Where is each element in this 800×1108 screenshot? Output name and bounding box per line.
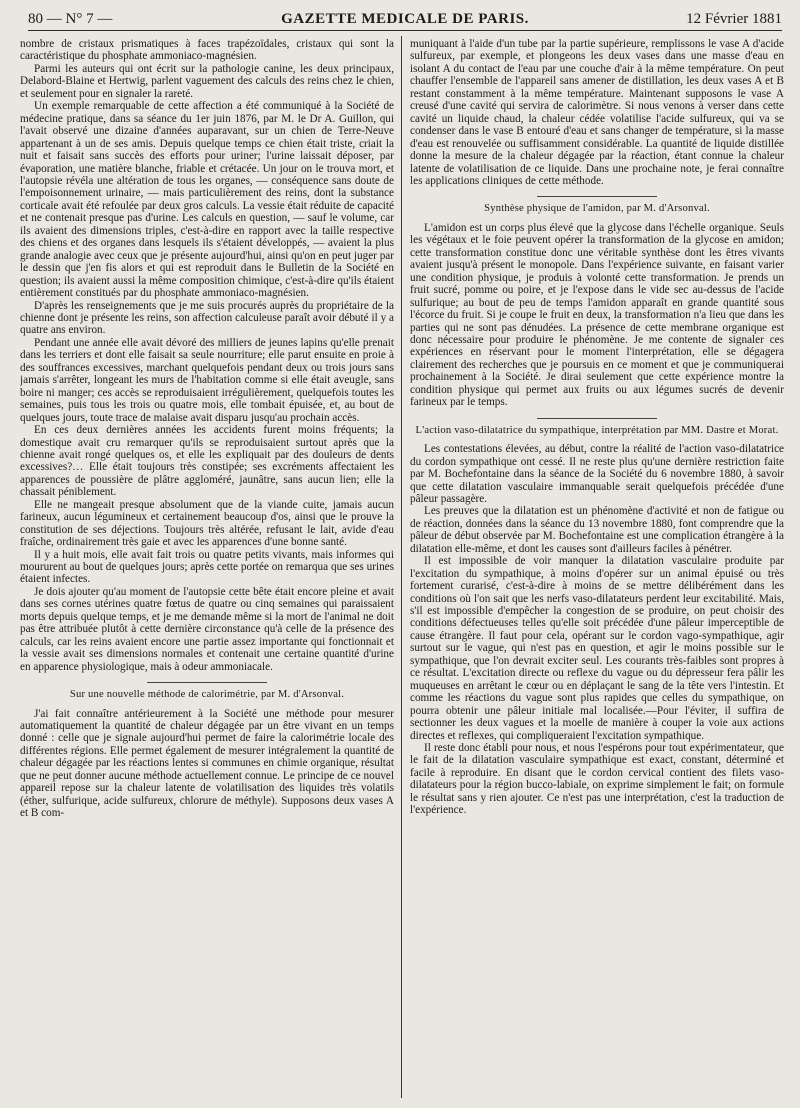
paragraph: En ces deux dernières années les accidents furent moins fréquents; la domestique avait cru remarquer qu'ils se reproduisaient surtout après que la chienne avait rongé quelques os, et elle les expliquait par des douleurs de dents excessives?… Elle était toujours très constipée; ses excréments affectaient les apparences de poussière de plâtre aggloméré, jaunâtre, sans aucun lien; elle la chassait péniblement. xyxy=(20,424,394,499)
issue-date: 12 Février 1881 xyxy=(686,11,782,27)
page-number: 80 — N° 7 — xyxy=(28,11,113,27)
column-divider xyxy=(401,36,402,1098)
section-heading-calorimetrie xyxy=(20,682,394,701)
section-title: L'action vaso-dilatatrice du sympathique, interprétation par MM. Dastre et Morat. xyxy=(415,424,779,436)
paragraph: Pendant une année elle avait dévoré des milliers de jeunes lapins qu'elle prenait dans les terriers et dont elle faisait sa seule nourriture; elle parut ensuite en proie à des souffrances excessives, marchant quelquefois pendant deux ou trois jours sans jamais s'arrêter, longeant les murs de l'habitation comme si elle était aveugle, sans boire ni manger; ces accès se reproduisaient irrégulièrement, quelquefois toutes les semaines, puis tous les trois ou quatre mois, elle tombait épuisée, et, au bout de quelques jours, toute trace de malaise avait disparu jusqu'au prochain accès. xyxy=(20,336,394,424)
paragraph: Elle ne mangeait presque absolument que de la viande cuite, jamais aucun farineux, aucun légumineux et certainement beaucoup d'os, ainsi que le prouve la constitution de ses déjections. Toujours très altérée, refusant le lait, avide d'eau fraîche, ordinairement très gaie et avec les apparences d'une bonne santé. xyxy=(20,498,394,549)
paragraph: nombre de cristaux prismatiques à faces trapézoïdales, cristaux qui sont la caractéristique du phosphate ammoniaco-magnésien. xyxy=(20,38,394,63)
paragraph: D'après les renseignements que je me suis procurés auprès du propriétaire de la chienne dont je présente les reins, son affection calculeuse paraît avoir débuté il y a quatre ans environ. xyxy=(20,299,394,337)
journal-title: GAZETTE MEDICALE DE PARIS. xyxy=(281,11,529,27)
paragraph: Parmi les auteurs qui ont écrit sur la pathologie canine, les deux principaux, Delabord-Blaine et Hertwig, parlent vaguement des calculs des reins chez le chien, et seulement pour en signaler la rareté. xyxy=(20,62,394,100)
paragraph: Il y a huit mois, elle avait fait trois ou quatre petits vivants, mais informes qui moururent au bout de quelques jours; après cette portée on remarqua que ses urines étaient infectes. xyxy=(20,548,394,586)
paragraph: Je dois ajouter qu'au moment de l'autopsie cette bête était encore pleine et avait dans ses cornes utérines quatre fœtus de quatre ou cinq semaines qui paraissaient morts depuis quelque temps, et je me demande même si la mort de l'animal ne doit pas être attribuée plutôt à cette dernière circonstance qu'à celle de la présence des calculs, car les reins avaient encore une partie assez importante qui fonctionnait et la vessie avait ses dimensions normales et contenait une certaine quantité d'urine en apparence physiologique, mais à odeur ammoniacale. xyxy=(20,585,394,673)
section-heading-amidon xyxy=(410,196,784,215)
section-heading-sympathique xyxy=(410,418,784,437)
paragraph: Il reste donc établi pour nous, et nous l'espérons pour tout expérimentateur, que le fait de la dilatation vasculaire sympathique est exact, constant, déterminé et facile à reproduire. En disant que le cordon cervical contient des filets vaso-dilatateurs pour la région bucco-labiale, on exprime simplement le fait; on formule le résultat sans y rien ajouter. Ce n'est pas une interprétation, c'est la traduction de l'expérience. xyxy=(410,742,784,817)
paragraph: Un exemple remarquable de cette affection a été communiqué à la Société de médecine pratique, dans sa séance du 1er juin 1876, par M. le Dr A. Guillon, qui l'avait observé une dizaine d'années auparavant, sur un chien de Terre-Neuve appartenant à un de ses amis. Depuis quelque temps ce chien était triste, criait la nuit et faisait sans succès des efforts pour uriner; l'urine laissait déposer, par évaporation, une matière blanche, friable et crétacée. Un jour on le trouva mort, et l'autopsie révéla une altération de tous les organes, — conséquence sans doute de l'empoisonnement urinaire, — mais particulièrement des reins, dont la substance corticale avait été refoulée par deux gros calculs. La vessie était réduite de capacité et ne contenait presque pas d'urine. Les calculs en question, — sauf le volume, car ils avaient des dimensions triples, c'est-à-dire en rapport avec la taille respective des chiens et des organes dans lesquels ils s'étaient développés, — avaient la plus grande analogie avec ceux que je présente aujourd'hui, ainsi qu'on en peut juger par le dessin que j'en fis alors et qui est reproduit dans le Bulletin de la Société en question; ils avaient aussi la même composition chimique, c'est-à-dire qu'ils étaient entièrement constitués par du phosphate ammoniaco-magnésien. xyxy=(20,100,394,300)
section-title: Sur une nouvelle méthode de calorimétrie, par M. d'Arsonval. xyxy=(69,689,345,701)
paragraph: J'ai fait connaître antérieurement à la Société une méthode pour mesurer automatiquement la quantité de chaleur dégagée par un être vivant en un temps donné : celle que je signale aujourd'hui permet de faire la calorimétrie locale des différentes régions. Elle permet également de mesurer intégralement la quantité de chaleur dégagée par les réactions lentes si communes en chimie organique, résultat que ne peut donner aucune méthode actuellement connue. Le principe de ce nouvel appareil repose sur la chaleur latente de volatilisation des liquides très volatils (éther, sulfurique, acide sulfureux, chlorure de méthyle). Supposons deux vases A et B com- xyxy=(20,707,394,820)
paragraph: Les contestations élevées, au début, contre la réalité de l'action vaso-dilatatrice du cordon sympathique ont cessé. Il ne reste plus qu'une dernière restriction faite par M. Bochefontaine dans la séance de la Société du 6 novembre 1880, à savoir que cette dilatation vasculaire immanquable serait quelquefois précédée d'une pâleur passagère. xyxy=(410,443,784,505)
paragraph: Les preuves que la dilatation est un phénomène d'activité et non de fatigue ou de réaction, données dans la séance du 13 novembre 1880, font comprendre que la pâleur de début observée par M. Bochefontaine est une complication étrangère à la dilatation elle-même, et dont les causes sont d'ailleurs faciles à pénétrer. xyxy=(410,505,784,555)
paragraph: L'amidon est un corps plus élevé que la glycose dans l'échelle organique. Seuls les végétaux et le foie peuvent opérer la transformation de la glycose en amidon; cette transformation constitue donc une véritable synthèse dont les êtres vivants avaient jusqu'à présent le monopole. Dans l'expérience suivante, en faisant varier une condition physique, je produis à volonté cette transformation. Je prends un fruit sucré, pomme ou poire, et je l'expose dans le vide sec au-dessus de l'acide sulfurique; au bout de peu de temps l'amidon apparaît en grande quantité sous l'écorce du fruit. Si je coupe le fruit en deux, la transformation n'a lieu que dans les parties qui ne sont pas dénudées. La présence de cette membrane organique est donc nécessaire pour produire le phénomène. Je me contente de signaler ces expériences en réservant pour le moment l'interprétation, elle se dégagera clairement des recherches que je poursuis en ce moment et que je communiquerai prochainement à la Société. Je dirai seulement que cette expérience montre la condition physique qui permet aux fruits ou aux légumes sucrés de devenir farineux par le temps. xyxy=(410,221,784,409)
paragraph: muniquant à l'aide d'un tube par la partie supérieure, remplissons le vase A d'acide sulfureux, par exemple, et plongeons les deux vases dans une masse d'eau en isolant A du contact de l'eau par une couche d'air à la même température. On peut chauffer l'ensemble de l'appareil sans amener de distillation, les deux vases A et B restant constamment à la même température. Maintenant supposons le vase A creusé d'une cavité qui servira de calorimètre. Si nous venons à verser dans cette cavité un liquide chaud, la chaleur cédée volatilise l'acide sulfureux, qui va se condenser dans le vase B entouré d'eau et sans changer de température, si la masse d'eau est renouvelée ou suffisamment considérable. La quantité de liquide distillée donne la mesure de la chaleur dégagée par la réaction, étant connue la chaleur latente de volatilisation de ce liquide. Dans une prochaine note, je ferai connaître les applications cliniques de cette méthode. xyxy=(410,38,784,187)
section-title: Synthèse physique de l'amidon, par M. d'Arsonval. xyxy=(484,203,710,215)
left-column xyxy=(20,38,394,1098)
section-rule xyxy=(537,418,657,419)
running-header xyxy=(28,8,782,31)
section-rule xyxy=(147,682,267,683)
paragraph: Il est impossible de voir manquer la dilatation vasculaire produite par l'excitation du sympathique, à moins d'opérer sur un animal épuisé ou très fortement curarisé, c'est-à-dire à moins de se mettre délibérément dans les conditions où l'on sait que les nerfs vaso-dilatateurs perdent leur excitabilité. Mais, s'il est impossible d'empêcher la congestion de se produire, on peut choisir des conditions défectueuses telles qu'elle soit précédée d'une pâleur imperceptible de cause étrangère. Il faut pour cela, opérant sur le cordon vago-sympathique, agir surtout sur le vague, qui n'est pas en question, et agir le moins possible sur le sympathique, que l'on devrait exciter seul. Les courants très-faibles sont propres à ce résultat. L'excitation directe ou reflexe du vague ou du dépresseur fera pâlir les muqueuses en arrêtant le cœur ou en déplaçant le sang de la tête vers l'intestin. Et comme les réactions du vague sont plus rapides que celles du sympathique, on pourra obtenir une pâleur initiale mal localisée.—Pour l'éviter, il suffira de sectionner les deux vagues et la moelle de manière à couper la voie aux actions directes et reflexes, qui compliqueraient l'excitation sympathique. xyxy=(410,555,784,742)
section-rule xyxy=(537,196,657,197)
right-column xyxy=(410,38,784,1098)
